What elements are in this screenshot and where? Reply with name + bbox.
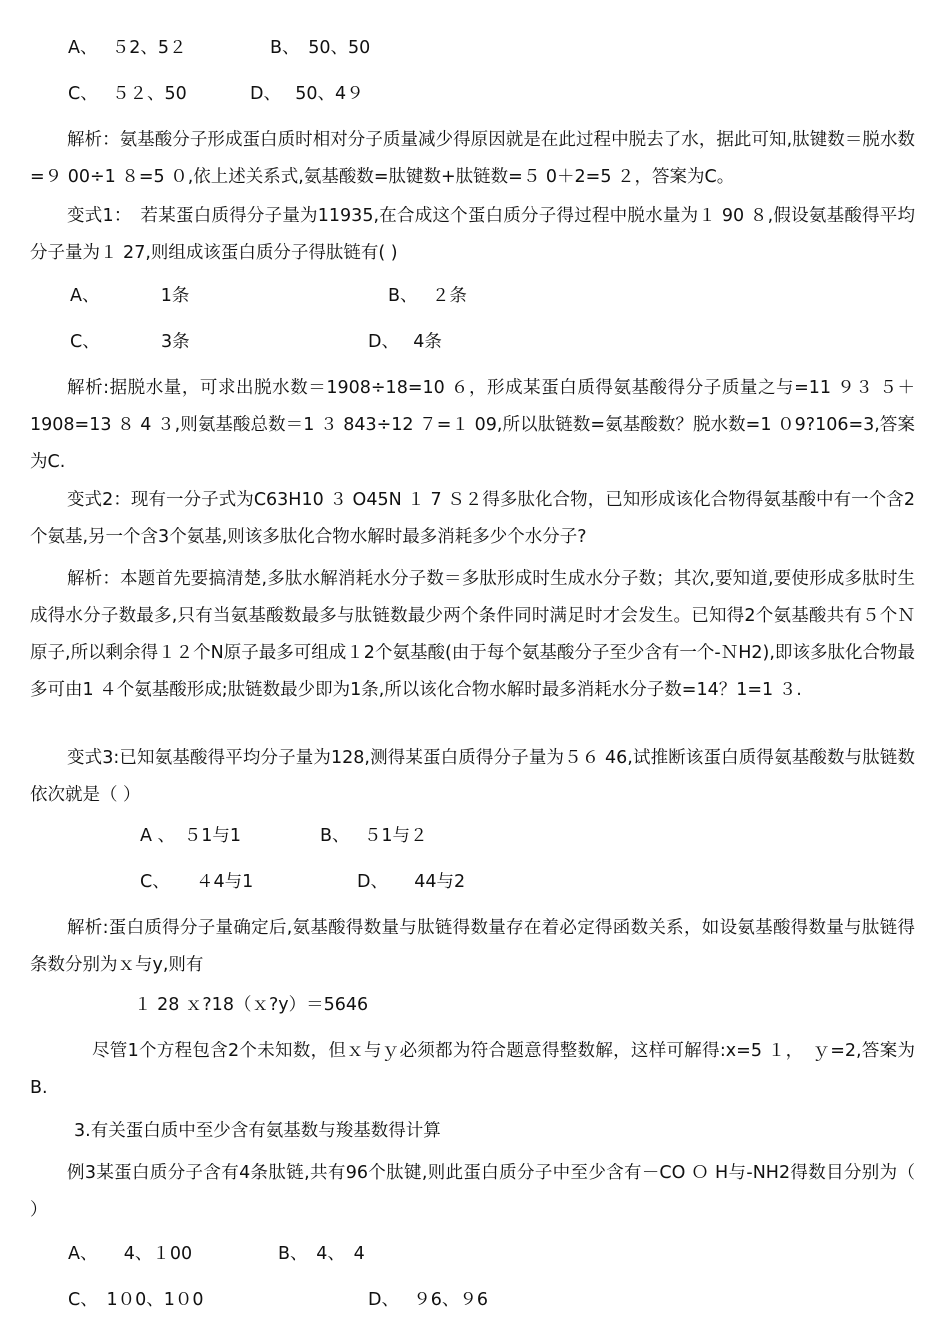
variant1-option-d: D、 4条 bbox=[368, 332, 442, 352]
variant2-analysis: 解析：本题首先要搞清楚,多肽水解消耗水分子数＝多肽形成时生成水分子数；其次,要知道,要使形成多肽时生成得水分子数最多,只有当氨基酸数最多与肽链数最少两个条件同时满足时才会发生。已知得2个氨基酸共有５个Ｎ原子,所以剩余得１２个N原子最多可组成１2个氨基酸(由于每个氨基酸分子至少含有一个-ＮH2),即该多肽化合物最多可由1 ４个氨基酸形成;肽链数最少即为1条,所以该化合物水解时最多消耗水分子数=14？1=1 ３. bbox=[30, 569, 915, 700]
variant3-conclusion: 尽管1个方程包含2个未知数，但ｘ与ｙ必须都为符合题意得整数解，这样可解得:x=5 １， ｙ=2,答案为B. bbox=[30, 1041, 915, 1098]
variant3-option-b: B、 ５1与２ bbox=[320, 826, 428, 846]
variant2-question: 变式2：现有一分子式为C63H10 ３ O45N １ 7 Ｓ２得多肽化合物，已知形成该化合物得氨基酸中有一个含2个氨基,另一个含3个氨基,则该多肽化合物水解时最多消耗多少个水分子? bbox=[30, 490, 915, 547]
variant1-analysis: 解析:据脱水量，可求出脱水数＝1908÷18=10 ６，形成某蛋白质得氨基酸得分子质量之与=11 ９３ ５＋1908=13 ８ 4 ３,则氨基酸总数＝1 ３ 843÷12 ７=１ 09,所以肽链数=氨基酸数？脱水数=1 ０9?106=3,答案为C. bbox=[30, 378, 915, 472]
variant1-option-b: B、 ２条 bbox=[388, 286, 467, 306]
q2-analysis: 解析：氨基酸分子形成蛋白质时相对分子质量减少得原因就是在此过程中脱去了水，据此可知,肽键数＝脱水数=９ 00÷1 ８=5 ０,依上述关系式,氨基酸数=肽键数+肽链数=５ 0＋2=5 ２，答案为C。 bbox=[30, 130, 915, 187]
section3-heading: 3.有关蛋白质中至少含有氨基数与羧基数得计算 bbox=[74, 1121, 441, 1141]
variant3-equation: １ 28 ｘ?18（ｘ?y）＝5646 bbox=[134, 995, 369, 1015]
variant1-option-c: C、 3条 bbox=[70, 332, 190, 352]
example3-option-c: C、 1０0、1０0 bbox=[68, 1290, 204, 1310]
variant1-option-a: A、 1条 bbox=[70, 286, 190, 306]
q2-option-b: B、 50、50 bbox=[270, 38, 371, 58]
example3-option-b: B、 4、 4 bbox=[278, 1244, 365, 1264]
variant3-option-c: C、 ４4与1 bbox=[140, 872, 254, 892]
variant1-question: 变式1： 若某蛋白质得分子量为11935,在合成这个蛋白质分子得过程中脱水量为１ 90 ８,假设氨基酸得平均分子量为１ 27,则组成该蛋白质分子得肽链有( ) bbox=[30, 206, 915, 263]
q2-option-c: C、 ５２、50 bbox=[68, 84, 187, 104]
q2-option-d: D、 50、4９ bbox=[250, 84, 364, 104]
example3-option-d: D、 ９6、９6 bbox=[368, 1290, 489, 1310]
example3-question: 例3某蛋白质分子含有4条肽链,共有96个肽键,则此蛋白质分子中至少含有－CO Ｏ H与-NH2得数目分别为（ ） bbox=[30, 1163, 939, 1220]
variant3-analysis: 解析:蛋白质得分子量确定后,氨基酸得数量与肽链得数量存在着必定得函数关系，如设氨基酸得数量与肽链得条数分别为ｘ与y,则有 bbox=[30, 918, 915, 975]
variant3-question: 变式3:已知氨基酸得平均分子量为128,测得某蛋白质得分子量为５６ 46,试推断该蛋白质得氨基酸数与肽链数依次就是（ ） bbox=[30, 748, 915, 805]
q2-option-a: A、 ５2、5２ bbox=[68, 38, 187, 58]
variant3-option-a: A 、 ５1与1 bbox=[140, 826, 242, 846]
variant3-option-d: D、 44与2 bbox=[357, 872, 466, 892]
example3-option-a: A、 4、１00 bbox=[68, 1244, 193, 1264]
